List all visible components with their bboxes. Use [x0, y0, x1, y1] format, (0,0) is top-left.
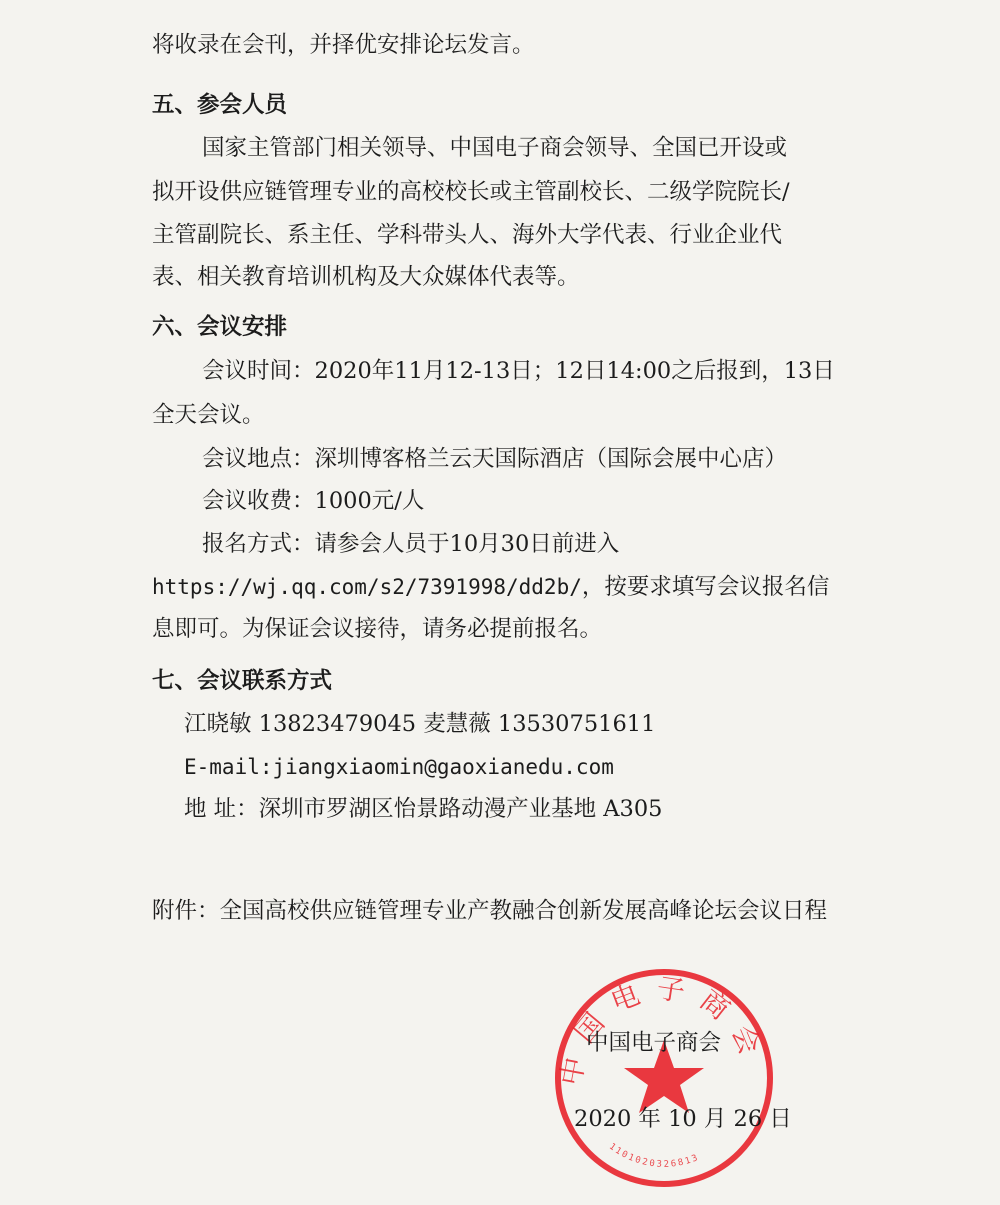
contact-email[interactable]: E-mail:jiangxiaomin@gaoxianedu.com: [184, 755, 614, 779]
meeting-venue: 会议地点：深圳博客格兰云天国际酒店（国际会展中心店）: [202, 446, 788, 472]
section-5-line-3: 主管副院长、系主任、学科带头人、海外大学代表、行业企业代: [152, 222, 783, 248]
official-seal-stamp: [548, 962, 780, 1194]
registration-line-1: 报名方式：请参会人员于10月30日前进入: [202, 531, 620, 557]
section-6-heading: 六、会议安排: [152, 314, 288, 340]
signature-organization: 中国电子商会: [586, 1030, 722, 1056]
registration-line-3: 息即可。为保证会议接待，请务必提前报名。: [152, 616, 603, 642]
section-5-line-4: 表、相关教育培训机构及大众媒体代表等。: [152, 264, 580, 290]
meeting-fee: 会议收费：1000元/人: [202, 488, 425, 514]
meeting-time-line-1: 会议时间：2020年11月12-13日；12日14:00之后报到，13日: [202, 358, 835, 384]
svg-text:1101020326813: 1101020326813: [606, 1141, 702, 1170]
svg-text:中国电子商会: 中国电子商会: [553, 971, 772, 1089]
meeting-time-line-2: 全天会议。: [152, 402, 265, 428]
contact-address: 地 址：深圳市罗湖区怡景路动漫产业基地 A305: [184, 796, 663, 822]
registration-line-2: [152, 572, 829, 602]
contact-persons: 江晓敏 13823479045 麦慧薇 13530751611: [184, 711, 656, 737]
signature-date: 2020 年 10 月 26 日: [574, 1106, 792, 1132]
registration-line-2-tail: ，按要求填写会议报名信: [581, 574, 830, 600]
section-5-line-2: 拟开设供应链管理专业的高校校长或主管副校长、二级学院院长/: [152, 179, 790, 205]
section-5-line-1: 国家主管部门相关领导、中国电子商会领导、全国已开设或: [202, 135, 788, 161]
attachment-note: 附件：全国高校供应链管理专业产教融合创新发展高峰论坛会议日程: [152, 898, 828, 924]
registration-url[interactable]: https://wj.qq.com/s2/7391998/dd2b/: [152, 575, 582, 599]
section-7-heading: 七、会议联系方式: [152, 668, 333, 694]
section-5-heading: 五、参会人员: [152, 92, 288, 118]
intro-tail: 将收录在会刊，并择优安排论坛发言。: [152, 32, 535, 58]
